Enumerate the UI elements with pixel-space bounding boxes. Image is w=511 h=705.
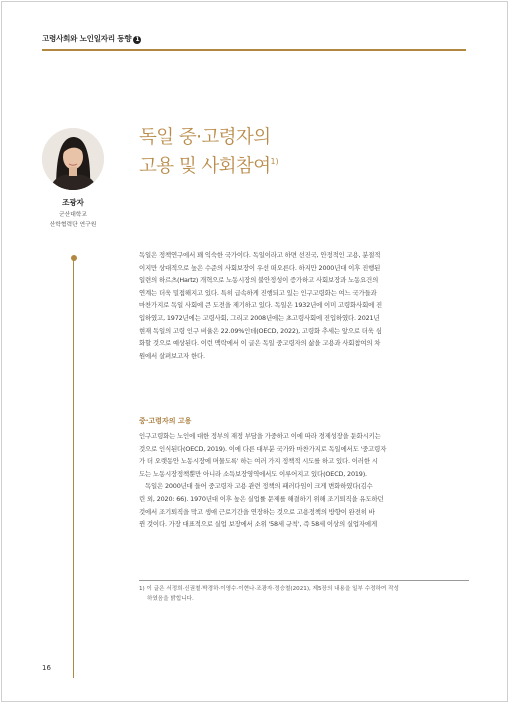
footnote-line: 하였음을 밝힙니다. bbox=[147, 595, 194, 602]
series-header bbox=[42, 33, 141, 44]
text-line: 연계는 더욱 밀접해지고 있다. 특히 급속하게 진행되고 있는 인구고령화는 여느 국가들과 bbox=[139, 288, 377, 297]
text-line: 일련의 하르츠(Hartz) 개혁으로 노동시장의 불안정성이 증가하고 사회보장과 노동요건의 bbox=[139, 276, 379, 285]
text-line: 원에서 살펴보고자 한다. bbox=[139, 351, 205, 360]
margin-rule-dot bbox=[71, 255, 77, 261]
text-line: 이지만 상대적으로 높은 수준의 사회보장이 우선 떠오른다. 하지만 2000년대 이후 진행된 bbox=[139, 263, 381, 272]
series-title: 고령사회와 노인일자리 동향 bbox=[42, 34, 132, 43]
text-line: 화할 것으로 예상된다. 이런 맥락에서 이 글은 독일 중고령자의 삶을 고용과 사회참여의 차 bbox=[139, 339, 381, 348]
text-line: 것에서 조기퇴직을 막고 생애 근로기간을 연장하는 것으로 고용정책의 방향이 완전히 바 bbox=[139, 507, 375, 516]
author-photo bbox=[42, 128, 104, 190]
page-number: 16 bbox=[42, 664, 51, 672]
header-rule bbox=[42, 49, 466, 51]
margin-rule bbox=[73, 258, 74, 678]
footnote-ref: 1) bbox=[270, 157, 279, 166]
footnote-rule bbox=[139, 580, 469, 581]
employment-paragraph bbox=[139, 430, 469, 531]
series-number-badge: 1 bbox=[133, 36, 141, 44]
section-heading: 중·고령자의 고용 bbox=[139, 417, 192, 425]
footnote-line: 1) 이 글은 서정희·신권철·박경하·이영수·이현나·조광자·정승철(2021), 제5장의 내용을 일부 수정하여 작성 bbox=[139, 586, 399, 592]
text-line: 입하였고, 1972년에는 고령사회, 그리고 2008년에는 초고령사회에 진입하였다. 2021년 bbox=[139, 313, 380, 322]
text-line: 가 더 오랫동안 노동시장에 머물도록' 하는 여러 가지 정책적 시도를 하고 있다. 이러한 시 bbox=[139, 457, 378, 466]
author-affiliation-department: 산학협력단 연구원 bbox=[49, 222, 97, 228]
intro-paragraph bbox=[139, 249, 469, 362]
article-title-line1: 독일 중·고령자의 bbox=[139, 127, 271, 148]
text-line: 린 외, 2020: 66). 1970년대 이후 높은 실업률 문제를 해결하기 위해 조기퇴직을 유도하던 bbox=[139, 494, 384, 503]
author-name: 조광자 bbox=[62, 198, 84, 207]
article-title bbox=[139, 126, 469, 179]
author-portrait-icon bbox=[42, 128, 104, 190]
text-line: 마찬가지로 독일 사회에 큰 도전을 제기하고 있다. 독일은 1932년에 이미 고령화사회에 진 bbox=[139, 301, 383, 310]
text-line: 독일은 정책연구에서 꽤 익숙한 국가이다. 독일이라고 하면 선진국, 안정적인 고용, 분절적 bbox=[139, 251, 381, 259]
text-line: 뀐 것이다. 가장 대표적으로 실업 보장에서 소위 '58세 규칙', 즉 58세 이상의 실업자에게 bbox=[139, 520, 377, 529]
text-line: 독일은 2000년대 들어 중고령자 고용 관련 정책의 패러다임이 크게 변화하였다(김수 bbox=[145, 482, 373, 491]
footnote bbox=[139, 585, 469, 604]
author-affiliation-university: 군산대학교 bbox=[59, 212, 87, 218]
text-line: 현재 독일의 고령 인구 비율은 22.09%인데(OECD, 2022), 고령화 추세는 앞으로 더욱 심 bbox=[139, 326, 382, 335]
text-line: 인구고령화는 노인에 대한 정부의 재정 부담을 가중하고 이에 따라 경제성장을 둔화시키는 bbox=[139, 432, 381, 440]
text-line: 것으로 인식된다(OECD, 2019). 이에 다른 대부분 국가와 마찬가지로 독일에서도 '중고령자 bbox=[139, 444, 387, 453]
text-line: 도는 노동시장정책뿐만 아니라 소득보장영역에서도 이루어지고 있다(OECD, 2019). bbox=[139, 469, 367, 478]
article-title-line2: 고용 및 사회참여 bbox=[139, 156, 271, 177]
